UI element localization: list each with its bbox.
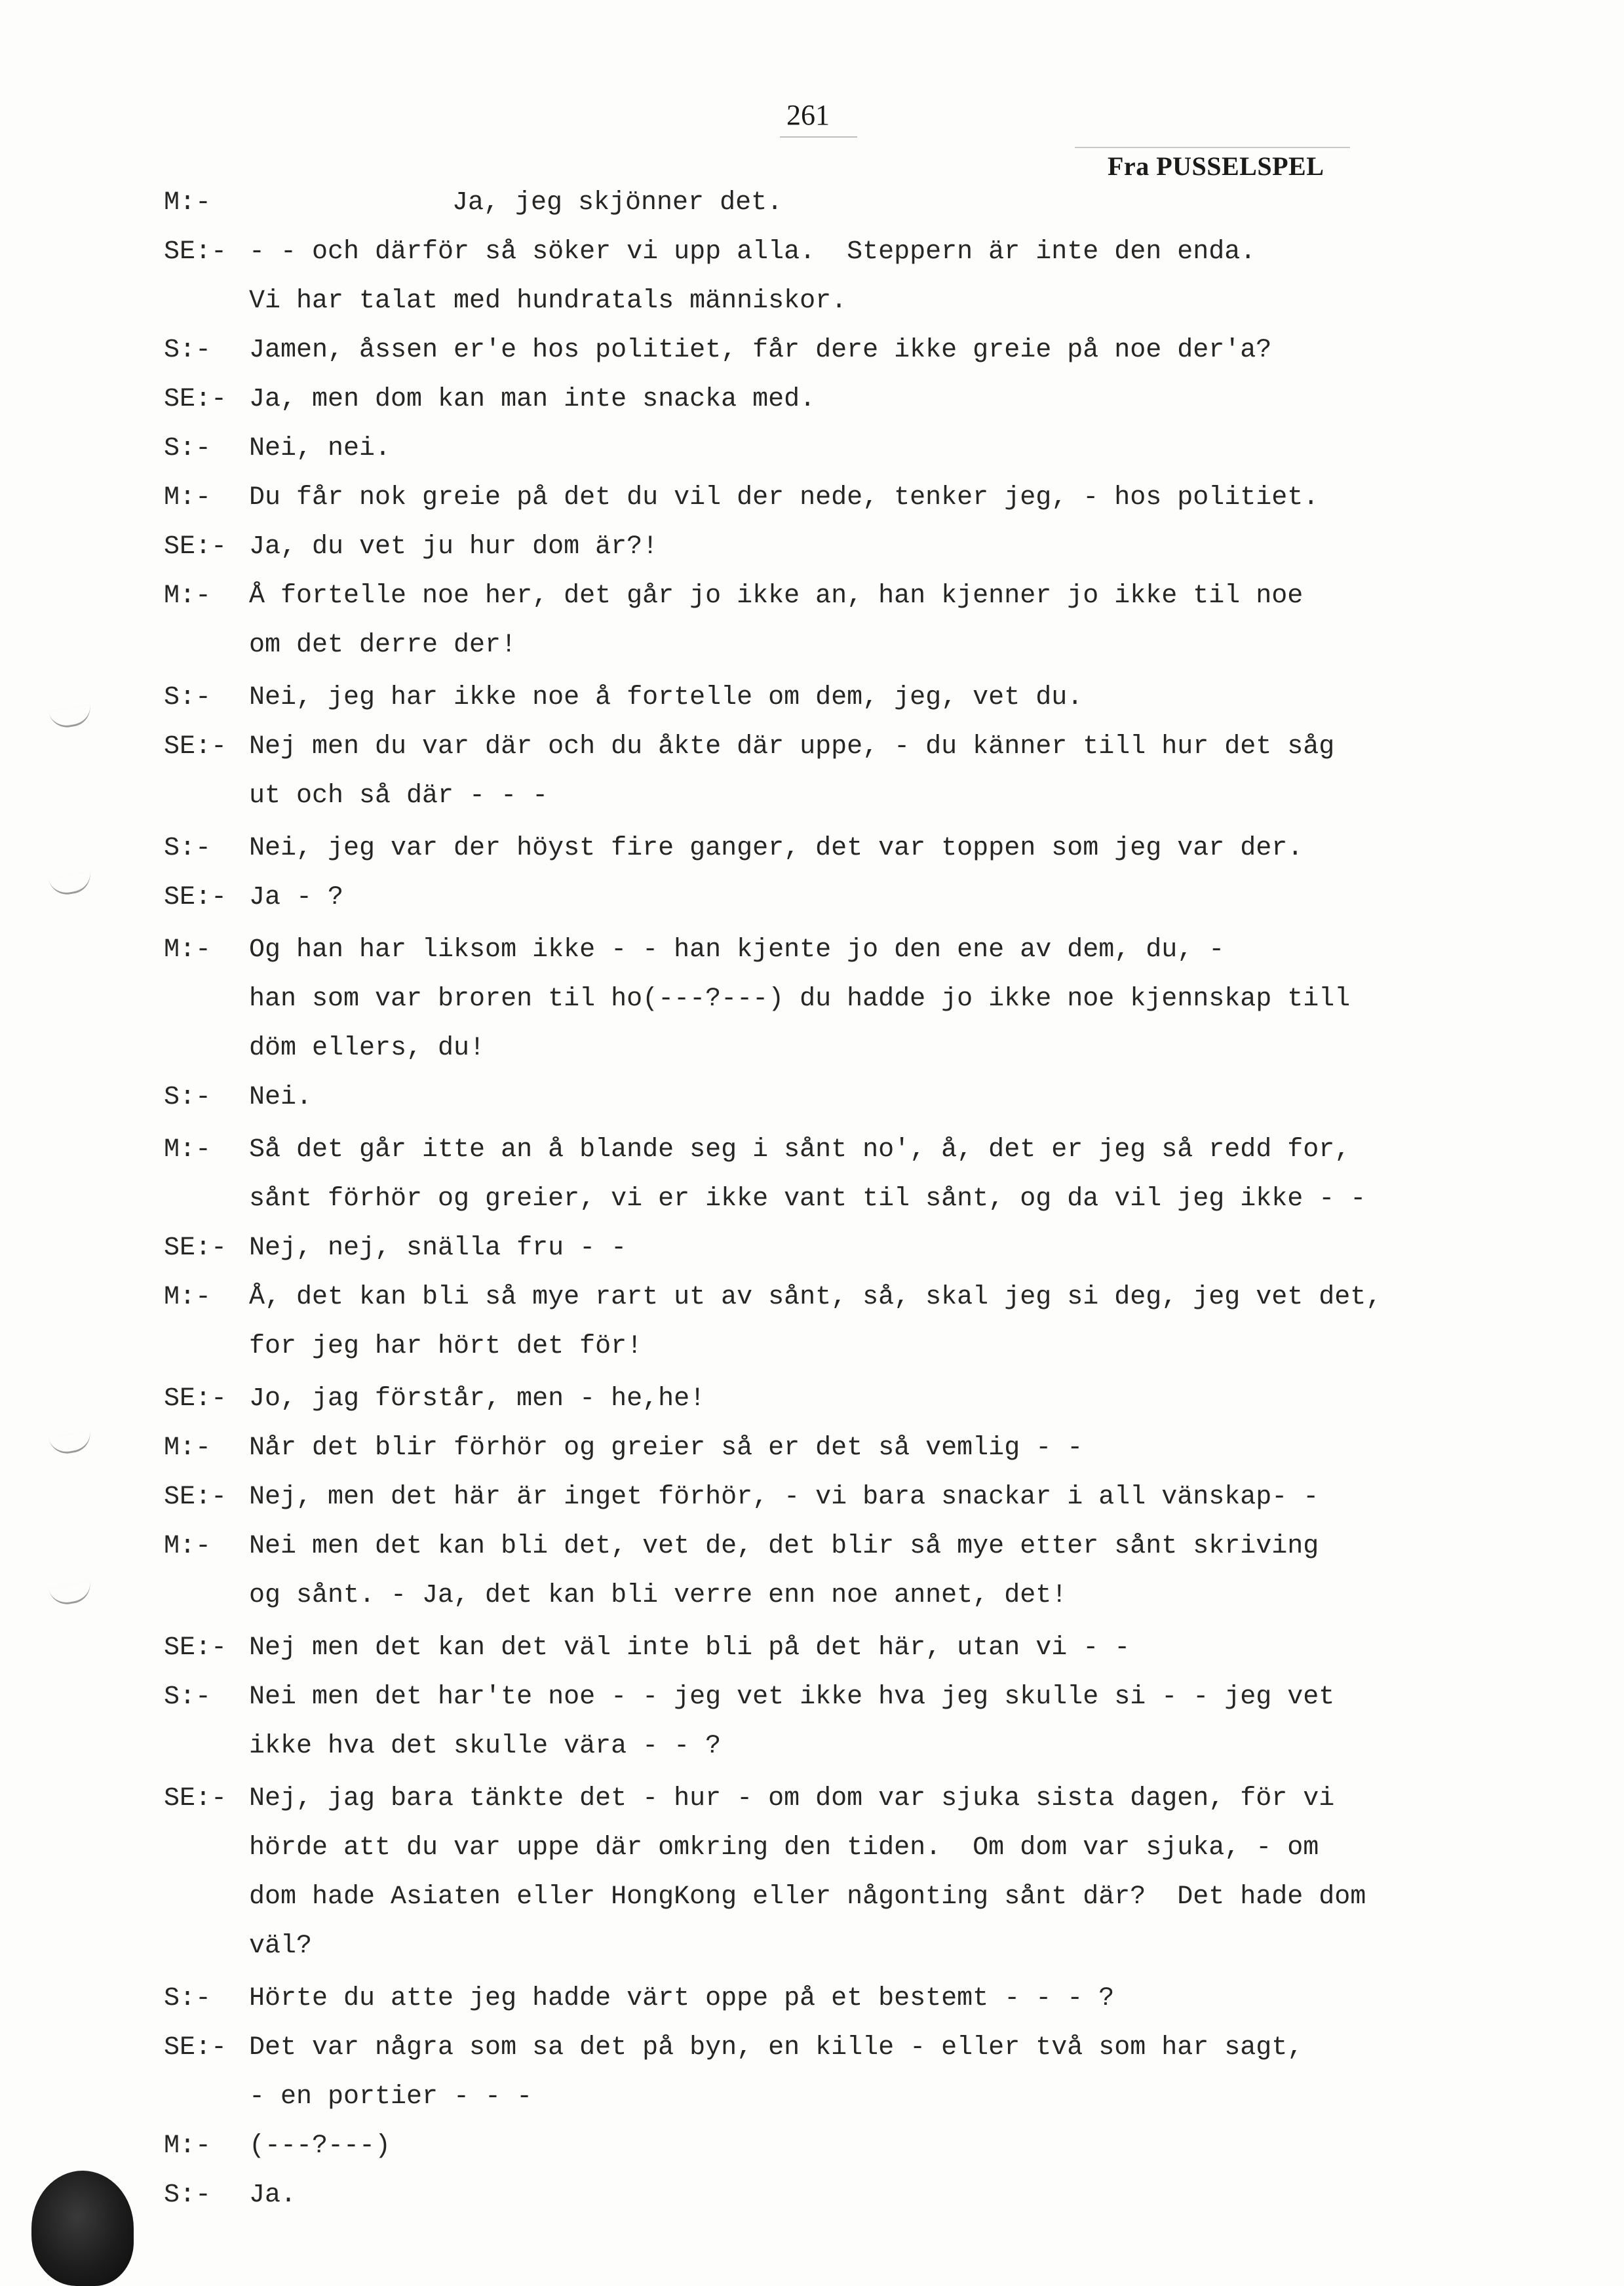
transcript-line xyxy=(164,1884,1366,1910)
line-text: Nei, nei. xyxy=(249,434,391,463)
speaker-label: SE:- xyxy=(164,1233,227,1263)
speaker-label: S:- xyxy=(164,1984,212,2013)
speaker-label: M:- xyxy=(164,188,212,218)
transcript-line xyxy=(164,1534,1319,1560)
transcript-line xyxy=(164,534,658,560)
speaker-label: SE:- xyxy=(164,732,227,762)
line-text: Nei. xyxy=(249,1083,313,1112)
speaker-label: SE:- xyxy=(164,532,227,562)
source-title: Fra PUSSELSPEL xyxy=(1108,151,1324,181)
line-text: og sånt. - Ja, det kan bli verre enn noe annet, det! xyxy=(249,1581,1068,1610)
line-text: Nej men det kan det väl inte bli på det här, utan vi - - xyxy=(249,1633,1131,1663)
punch-hole-mark xyxy=(48,872,93,898)
transcript-line xyxy=(164,632,516,659)
line-text: Hörte du atte jeg hadde värt oppe på et bestemt - - - ? xyxy=(249,1984,1115,2013)
transcript-line xyxy=(164,1734,721,1760)
transcript-line xyxy=(164,1186,1366,1212)
punch-hole-mark xyxy=(48,1581,93,1608)
line-text: Så det går itte an å blande seg i sånt no', å, det er jeg så redd for, xyxy=(249,1135,1351,1165)
transcript-line xyxy=(164,783,548,809)
line-text: (---?---) xyxy=(249,2131,391,2161)
transcript-line xyxy=(164,1085,312,1111)
transcript-line xyxy=(164,583,1303,610)
line-text: Nej men du var där och du åkte där uppe, - du känner till hur det såg xyxy=(249,732,1335,762)
speaker-label: SE:- xyxy=(164,1384,227,1414)
line-text: Når det blir förhör og greier så er det så vemlig - - xyxy=(249,1433,1083,1463)
transcript-line xyxy=(164,288,847,315)
speaker-label: S:- xyxy=(164,1682,212,1712)
line-text: Nej, jag bara tänkte det - hur - om dom var sjuka sista dagen, för vi xyxy=(249,1784,1335,1813)
transcript-line xyxy=(164,485,1319,511)
line-text: döm ellers, du! xyxy=(249,1034,486,1063)
speaker-label: S:- xyxy=(164,336,212,365)
transcript-line xyxy=(164,734,1334,760)
line-text: sånt förhör og greier, vi er ikke vant til sånt, og da vil jeg ikke - - xyxy=(249,1184,1366,1214)
transcript-line xyxy=(164,1484,1319,1511)
line-text: Nei, jeg var der höyst fire ganger, det var toppen som jeg var der. xyxy=(249,834,1304,863)
transcript-line xyxy=(164,1786,1334,1812)
line-text: han som var broren til ho(---?---) du hadde jo ikke noe kjennskap till xyxy=(249,984,1351,1014)
page-number-underline xyxy=(780,136,857,138)
speaker-label: SE:- xyxy=(164,883,227,912)
line-text: Ja, jeg skjönner det. xyxy=(452,188,783,218)
line-text: Å, det kan bli så mye rart ut av sånt, så, skal jeg si deg, jeg vet det, xyxy=(249,1283,1382,1312)
thumb-shadow xyxy=(31,2171,134,2286)
transcript-line xyxy=(164,1684,1334,1711)
speaker-label: S:- xyxy=(164,434,212,463)
line-text: Ja, men dom kan man inte snacka med. xyxy=(249,385,816,414)
line-text: Vi har talat med hundratals människor. xyxy=(249,286,847,316)
speaker-label: M:- xyxy=(164,1135,212,1165)
transcript-line xyxy=(164,1036,485,1062)
line-text: dom hade Asiaten eller HongKong eller någonting sånt där? Det hade dom xyxy=(249,1882,1366,1912)
transcript-line xyxy=(164,1285,1382,1311)
line-text: Nej, nej, snälla fru - - xyxy=(249,1233,627,1263)
transcript-line xyxy=(164,1386,705,1412)
header-rule xyxy=(1075,147,1350,148)
transcript-line xyxy=(164,1835,1319,1861)
line-text: Du får nok greie på det du vil der nede, tenker jeg, - hos politiet. xyxy=(249,483,1319,513)
line-text: Nei men det kan bli det, vet de, det blir så mye etter sånt skriving xyxy=(249,1532,1319,1561)
transcript-line xyxy=(164,685,1083,711)
transcript-line xyxy=(164,436,391,462)
transcript-line xyxy=(164,387,815,413)
transcript-line xyxy=(164,885,343,911)
speaker-label: M:- xyxy=(164,581,212,611)
speaker-label: M:- xyxy=(164,483,212,513)
speaker-label: S:- xyxy=(164,1083,212,1112)
line-text: väl? xyxy=(249,1931,313,1961)
transcript-line xyxy=(164,1334,642,1360)
transcript-line xyxy=(164,239,1256,265)
transcript-line xyxy=(164,1583,1067,1609)
speaker-label: S:- xyxy=(164,834,212,863)
line-text: Nej, men det här är inget förhör, - vi bara snackar i all vänskap- - xyxy=(249,1482,1319,1512)
line-text: - en portier - - - xyxy=(249,2082,533,2112)
speaker-label: SE:- xyxy=(164,2033,227,2063)
speaker-label: M:- xyxy=(164,1532,212,1561)
line-text: Ja. xyxy=(249,2180,297,2210)
transcript-line xyxy=(164,2035,1303,2061)
line-text: - - och därför så söker vi upp alla. Steppern är inte den enda. xyxy=(249,237,1256,267)
transcript-line xyxy=(164,937,1224,963)
speaker-label: M:- xyxy=(164,935,212,965)
transcript-line xyxy=(164,836,1303,862)
speaker-label: M:- xyxy=(164,1433,212,1463)
transcript-line xyxy=(164,190,783,216)
transcript-line xyxy=(164,1635,1130,1661)
transcript-line xyxy=(164,2084,532,2110)
line-text: Ja - ? xyxy=(249,883,344,912)
speaker-label: SE:- xyxy=(164,1784,227,1813)
line-text: om det derre der! xyxy=(249,630,517,660)
page-number: 261 xyxy=(786,99,830,131)
transcript-line xyxy=(164,986,1350,1013)
line-text: ikke hva det skulle vära - - ? xyxy=(249,1732,722,1761)
transcript-line xyxy=(164,1435,1083,1462)
transcript-line xyxy=(164,338,1271,364)
punch-hole-mark xyxy=(48,1431,93,1457)
line-text: Nei men det har'te noe - - jeg vet ikke hva jeg skulle si - - jeg vet xyxy=(249,1682,1335,1712)
line-text: Ja, du vet ju hur dom är?! xyxy=(249,532,659,562)
transcript-line xyxy=(164,1235,627,1262)
line-text: Jamen, åssen er'e hos politiet, får dere ikke greie på noe der'a? xyxy=(249,336,1272,365)
line-text: Det var några som sa det på byn, en kille - eller två som har sagt, xyxy=(249,2033,1304,2063)
transcript-line xyxy=(164,1933,312,1960)
line-text: ut och så där - - - xyxy=(249,781,549,811)
speaker-label: SE:- xyxy=(164,237,227,267)
line-text: for jeg har hört det för! xyxy=(249,1332,643,1361)
speaker-label: M:- xyxy=(164,2131,212,2161)
line-text: Og han har liksom ikke - - han kjente jo den ene av dem, du, - xyxy=(249,935,1225,965)
transcript-line xyxy=(164,2133,391,2160)
line-text: Å fortelle noe her, det går jo ikke an, han kjenner jo ikke til noe xyxy=(249,581,1304,611)
line-text: Nei, jeg har ikke noe å fortelle om dem, jeg, vet du. xyxy=(249,683,1083,712)
line-text: Jo, jag förstår, men - he,he! xyxy=(249,1384,706,1414)
speaker-label: S:- xyxy=(164,683,212,712)
speaker-label: S:- xyxy=(164,2180,212,2210)
transcript-line xyxy=(164,1986,1114,2012)
punch-hole-mark xyxy=(48,705,93,731)
speaker-label: SE:- xyxy=(164,1633,227,1663)
transcript-line xyxy=(164,1137,1350,1163)
transcript-line xyxy=(164,2182,296,2209)
speaker-label: SE:- xyxy=(164,1482,227,1512)
line-text: hörde att du var uppe där omkring den tiden. Om dom var sjuka, - om xyxy=(249,1833,1319,1863)
speaker-label: M:- xyxy=(164,1283,212,1312)
speaker-label: SE:- xyxy=(164,385,227,414)
